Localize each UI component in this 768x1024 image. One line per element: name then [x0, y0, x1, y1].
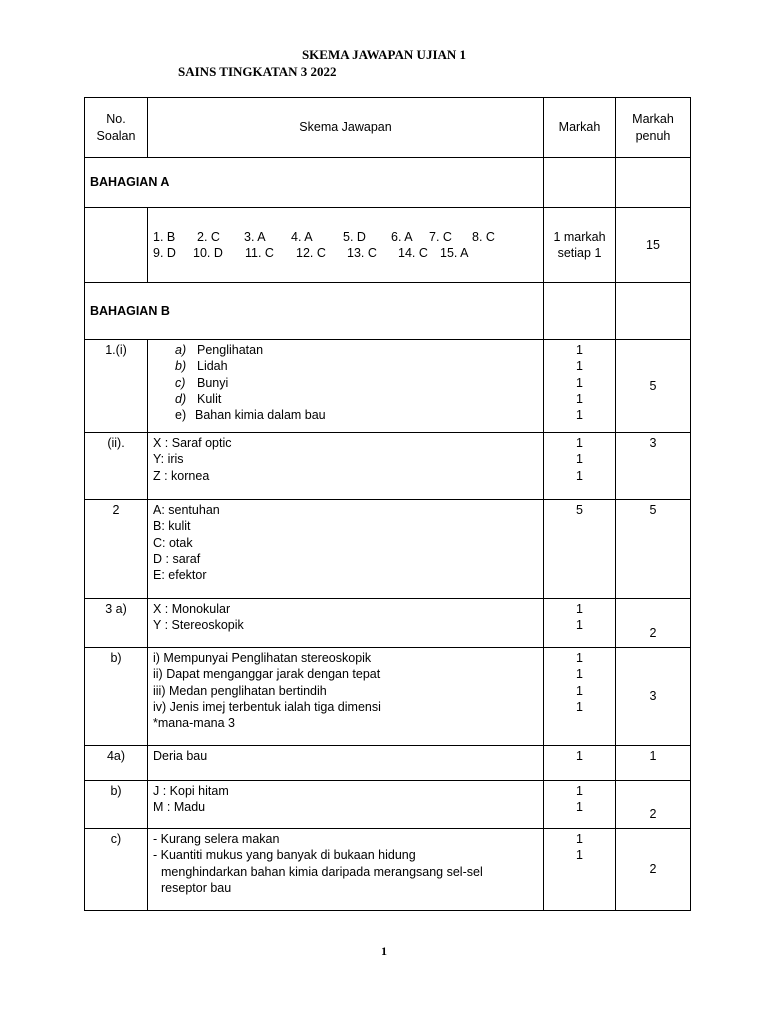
answer-item: 7. C	[429, 229, 452, 244]
header-skema: Skema Jawapan	[148, 98, 544, 158]
answer-item: 12. C	[296, 246, 326, 260]
section-a-markah	[544, 208, 616, 283]
section-a-penuh-empty	[616, 158, 691, 208]
mark-value: 1	[576, 375, 583, 390]
section-b-label: BAHAGIAN B	[85, 283, 544, 340]
q2-row	[85, 500, 691, 599]
answer-item: 8. C	[472, 229, 495, 244]
answers-line-2	[153, 245, 538, 261]
page-number: 1	[381, 944, 387, 958]
answer-line: M : Madu	[153, 800, 206, 815]
header-no-soalan	[85, 98, 148, 158]
answer-line: C: otak	[153, 535, 193, 550]
answer-item: 3. A	[244, 229, 266, 244]
answer-line: Z : kornea	[153, 468, 210, 483]
q4b-row	[85, 781, 691, 829]
q2-number: 2	[85, 500, 148, 599]
section-a-label: BAHAGIAN A	[85, 158, 544, 208]
q1ii-answer	[148, 433, 544, 500]
q3b-penuh: 3	[616, 648, 691, 746]
mark-value: 1	[576, 784, 583, 798]
answer-item: 6. A	[391, 229, 413, 244]
q4a-markah: 1	[544, 746, 616, 781]
item-text: Kulit	[197, 391, 222, 406]
section-a-markah-line2: setiap 1	[557, 246, 602, 260]
q1i-penuh: 5	[616, 340, 691, 433]
answer-item: 5. D	[343, 229, 366, 244]
q2-answer	[148, 500, 544, 599]
q2-markah: 5	[544, 500, 616, 599]
q3a-answer	[148, 599, 544, 648]
mark-value: 1	[576, 452, 583, 467]
mark-value: 1	[576, 602, 583, 616]
q3a-row	[85, 599, 691, 648]
mark-value: 1	[576, 468, 583, 483]
answer-line: X : Monokular	[153, 602, 231, 616]
answer-line: - Kuantiti mukus yang banyak di bukaan hidung	[153, 848, 416, 863]
mark-value: 1	[576, 359, 583, 374]
section-a-markah-empty	[544, 158, 616, 208]
answer-item: 11. C	[245, 246, 274, 260]
list-item	[153, 342, 538, 358]
answer-item: 4. A	[291, 229, 313, 244]
q4a-answer: Deria bau	[148, 746, 544, 781]
q4a-number: 4a)	[85, 746, 148, 781]
answer-line: E: efektor	[153, 568, 207, 583]
item-text: Penglihatan	[197, 343, 264, 357]
q4b-number: b)	[85, 781, 148, 829]
answer-line: Y : Stereoskopik	[153, 618, 244, 633]
item-text: Lidah	[197, 359, 228, 374]
answers-line-1	[153, 229, 538, 245]
mark-value: 1	[576, 683, 583, 698]
q1i-markah	[544, 340, 616, 433]
mark-value: 1	[576, 343, 583, 357]
mark-value: 1	[576, 391, 583, 406]
answer-item: 14. C	[398, 246, 428, 260]
answer-item: 15. A	[440, 246, 469, 260]
header-penuh-line1: Markah	[632, 112, 674, 127]
document-subtitle: SAINS TINGKATAN 3 2022	[178, 64, 337, 79]
q1ii-number: (ii).	[85, 433, 148, 500]
answer-line: Y: iris	[153, 452, 184, 467]
answer-item: 1. B	[153, 229, 176, 244]
answer-line: reseptor bau	[161, 880, 232, 895]
section-b-markah-empty	[544, 283, 616, 340]
answer-line: - Kurang selera makan	[153, 832, 280, 846]
q4a-penuh: 1	[616, 746, 691, 781]
answer-item: 13. C	[347, 246, 377, 260]
q1ii-penuh: 3	[616, 433, 691, 500]
header-penuh-line2: penuh	[635, 128, 671, 143]
section-a-answers-row	[85, 208, 691, 283]
q2-penuh: 5	[616, 500, 691, 599]
answer-line: B: kulit	[153, 519, 191, 534]
q3a-number: 3 a)	[85, 599, 148, 648]
header-markah: Markah	[544, 98, 616, 158]
q4c-number: c)	[85, 829, 148, 911]
answer-note: *mana-mana 3	[153, 716, 235, 731]
list-item	[153, 375, 538, 391]
list-item	[153, 407, 538, 423]
item-letter: b)	[175, 359, 187, 374]
q1ii-markah	[544, 433, 616, 500]
mark-value: 1	[576, 848, 583, 863]
section-b-row	[85, 283, 691, 340]
answer-line: iv) Jenis imej terbentuk ialah tiga dimensi	[153, 699, 381, 714]
item-text: Bahan kimia dalam bau	[195, 408, 326, 423]
q4b-markah	[544, 781, 616, 829]
mark-value: 1	[576, 436, 583, 450]
q1i-answer	[148, 340, 544, 433]
list-item	[153, 391, 538, 407]
section-a-markah-line1: 1 markah	[553, 229, 606, 244]
q4c-penuh: 2	[616, 829, 691, 911]
answer-scheme-table	[84, 97, 691, 911]
list-item	[153, 358, 538, 374]
q3a-penuh: 2	[616, 599, 691, 648]
q4c-markah	[544, 829, 616, 911]
q4c-answer	[148, 829, 544, 911]
q4b-penuh: 2	[616, 781, 691, 829]
q1i-row	[85, 340, 691, 433]
item-text: Bunyi	[197, 375, 229, 390]
q1i-number: 1.(i)	[85, 340, 148, 433]
mark-value: 1	[576, 800, 583, 815]
q3b-row	[85, 648, 691, 746]
q3b-markah	[544, 648, 616, 746]
mark-value: 1	[576, 699, 583, 714]
q1ii-row	[85, 433, 691, 500]
section-b-penuh-empty	[616, 283, 691, 340]
header-no-line2: Soalan	[96, 128, 136, 143]
q3a-markah	[544, 599, 616, 648]
answer-line: i) Mempunyai Penglihatan stereoskopik	[153, 651, 372, 665]
answer-line: J : Kopi hitam	[153, 784, 229, 798]
mark-value: 1	[576, 667, 583, 682]
answer-line: D : saraf	[153, 551, 201, 566]
item-letter: a)	[175, 343, 187, 357]
answer-line: A: sentuhan	[153, 503, 220, 517]
document-title: SKEMA JAWAPAN UJIAN 1	[301, 47, 467, 62]
header-no-line1: No.	[106, 112, 126, 127]
q4c-row	[85, 829, 691, 911]
answer-item: 2. C	[197, 229, 220, 244]
section-a-no-empty	[85, 208, 148, 283]
answer-line: menghindarkan bahan kimia daripada merangsang sel-sel	[161, 864, 483, 879]
mark-value: 1	[576, 408, 583, 423]
section-a-penuh: 15	[616, 208, 691, 283]
mark-value: 1	[576, 618, 583, 633]
answer-item: 10. D	[193, 246, 223, 260]
mark-value: 1	[576, 651, 583, 665]
q4b-answer	[148, 781, 544, 829]
answer-item: 9. D	[153, 246, 176, 260]
q3b-number: b)	[85, 648, 148, 746]
item-letter: c)	[175, 375, 186, 390]
q4a-row	[85, 746, 691, 781]
section-a-row	[85, 158, 691, 208]
mark-value: 1	[576, 832, 583, 846]
item-letter: e)	[175, 408, 187, 423]
answer-line: X : Saraf optic	[153, 436, 232, 450]
answer-line: iii) Medan penglihatan bertindih	[153, 683, 327, 698]
header-markah-penuh	[616, 98, 691, 158]
q3b-answer	[148, 648, 544, 746]
answer-line: ii) Dapat menganggar jarak dengan tepat	[153, 667, 381, 682]
table-header-row	[85, 98, 691, 158]
item-letter: d)	[175, 391, 187, 406]
section-a-answers	[148, 208, 544, 283]
